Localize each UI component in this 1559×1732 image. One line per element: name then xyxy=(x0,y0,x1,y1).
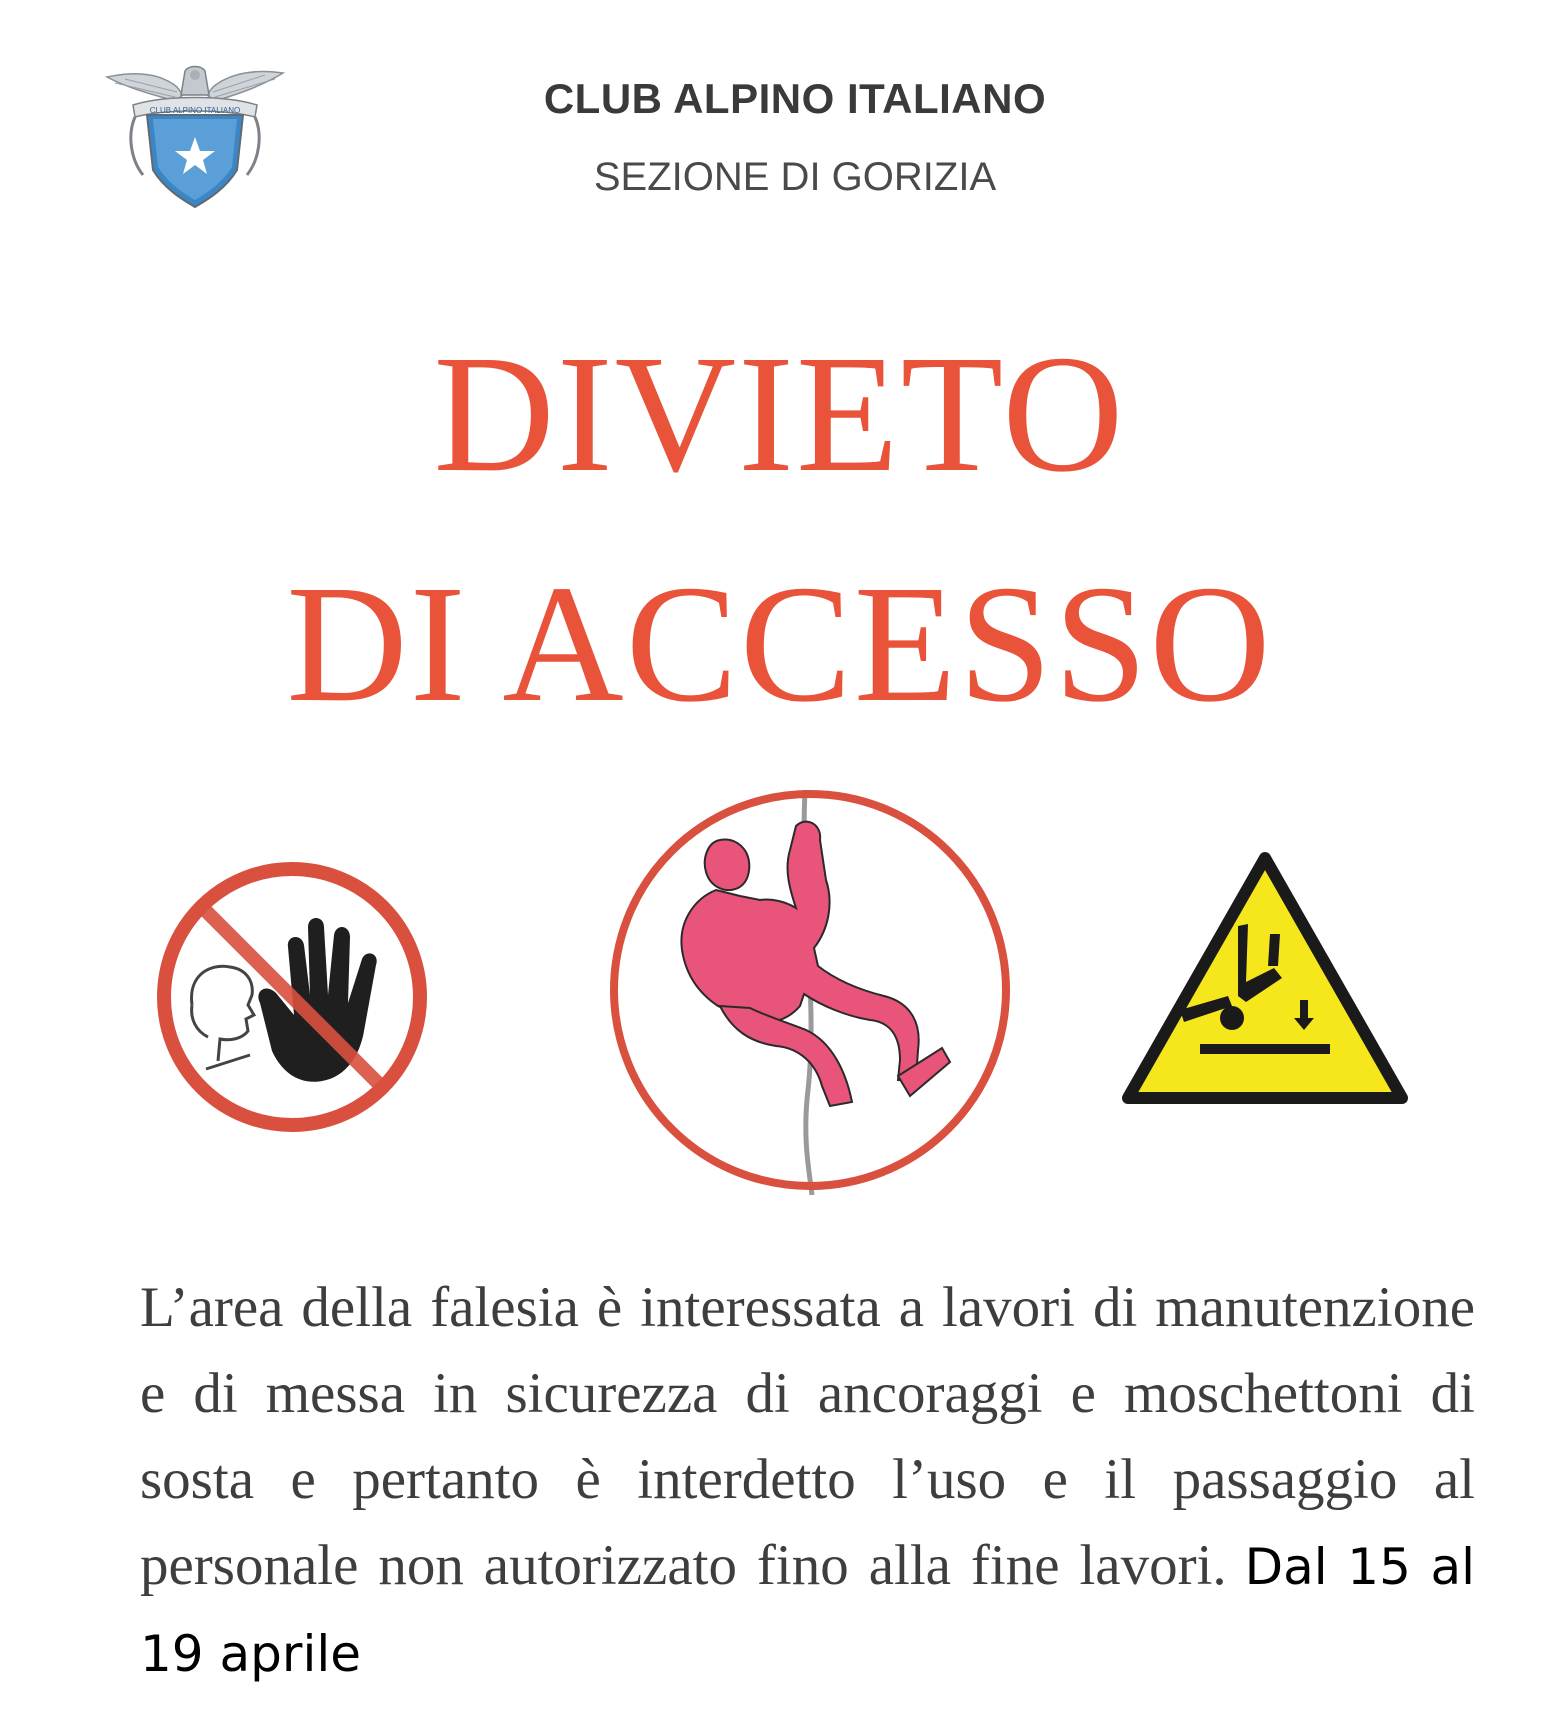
title-divieto: DIVIETO xyxy=(433,321,1126,507)
title-di-accesso: DI ACCESSO xyxy=(286,551,1273,737)
organization-name: CLUB ALPINO ITALIANO xyxy=(543,75,1047,122)
organization-section: SEZIONE DI GORIZIA xyxy=(593,155,997,199)
notice-body: L’area della falesia è interessata a lavori di manutenzione e di messa in sicurezza di ancoraggi e moschettoni di sosta e pertanto è interdetto l’uso e il passaggio al personale non autorizzato fino alla fine lavori. xyxy=(140,1276,1475,1597)
notice-date: Dal 15 al 19 aprile xyxy=(140,1538,1476,1683)
notice-text xyxy=(140,1265,1475,1697)
climber-prohibited-icon xyxy=(600,780,1020,1200)
cai-logo xyxy=(105,65,285,210)
logo-banner-text: CLUB ALPINO ITALIANO xyxy=(149,106,241,115)
fall-warning-icon xyxy=(1120,850,1410,1110)
stop-hand-icon xyxy=(150,855,435,1140)
